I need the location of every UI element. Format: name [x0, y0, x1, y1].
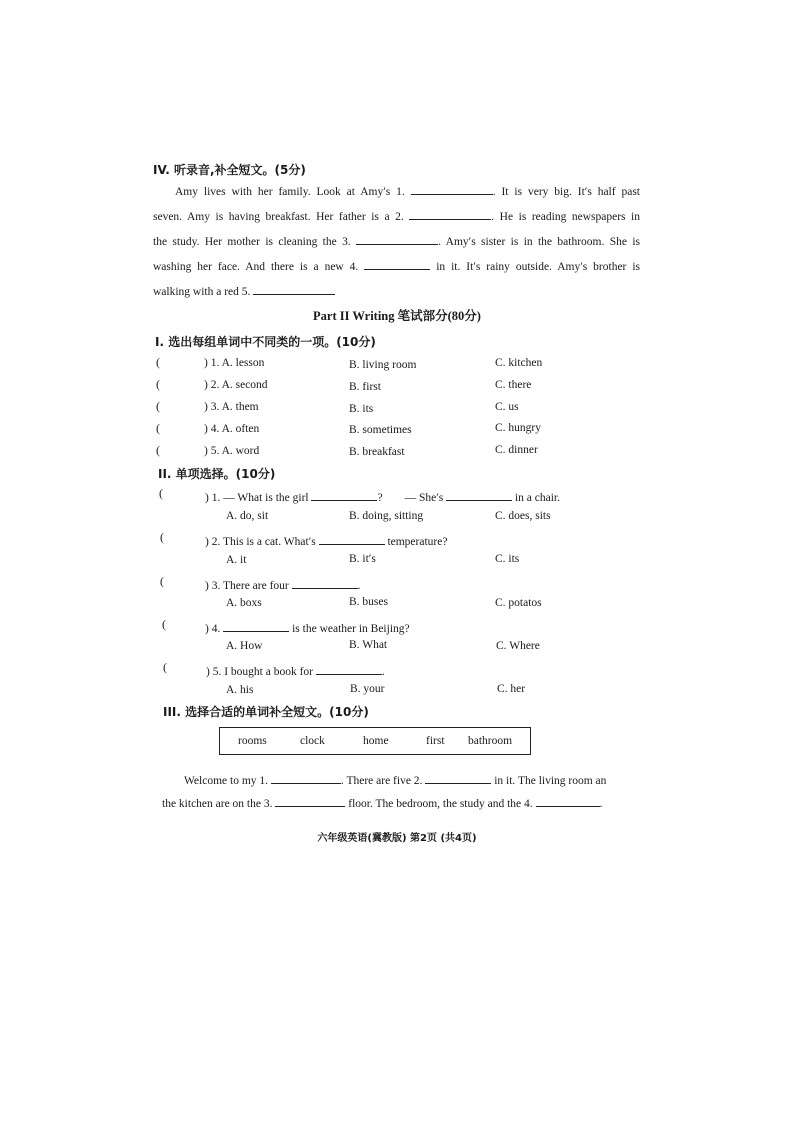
- choice-question-4: ) 4. is the weather in Beijing?: [205, 619, 410, 635]
- question-number: ) 3. A. them: [204, 401, 259, 413]
- option-b: B. it′s: [349, 553, 376, 565]
- option-b: B. buses: [349, 596, 388, 608]
- word-bank: [219, 727, 531, 755]
- option-a: A. his: [226, 684, 254, 696]
- section-4-passage: [153, 180, 640, 205]
- option-a: A. boxs: [226, 597, 262, 609]
- option-a: A. do, sit: [226, 510, 269, 522]
- answer-blank[interactable]: [311, 488, 377, 501]
- answer-blank[interactable]: [275, 794, 345, 807]
- answer-blank[interactable]: [536, 794, 600, 807]
- section-3-line-1: Welcome to my 1. . There are five 2. in it. The living room an: [184, 771, 606, 787]
- section-4-heading: IV. 听录音,补全短文。(5分): [153, 163, 306, 177]
- answer-bracket[interactable]: (: [159, 486, 163, 500]
- section-4-passage-cont: [153, 205, 640, 305]
- answer-bracket[interactable]: (: [156, 443, 160, 457]
- option-b: B. doing, sitting: [349, 510, 424, 522]
- word-bank-item: bathroom: [468, 735, 513, 747]
- option-b: B. first: [349, 381, 381, 393]
- choice-question-5: ) 5. I bought a book for .: [206, 662, 385, 678]
- option-c: C. kitchen: [495, 357, 543, 369]
- word-bank-item: first: [426, 735, 445, 747]
- question-number: ) 4. A. often: [204, 423, 260, 435]
- answer-blank[interactable]: [356, 232, 438, 245]
- option-a: A. it: [226, 554, 247, 566]
- word-bank-item: rooms: [238, 735, 267, 747]
- word-bank-item: clock: [300, 735, 325, 747]
- passage-line: Amy lives with her family. Look at Amy′s 1. . It is very big. It′s half past: [153, 180, 640, 205]
- choice-question-3: ) 3. There are four .: [205, 576, 361, 592]
- section-3-line-2: the kitchen are on the 3. floor. The bedroom, the study and the 4. .: [162, 794, 602, 810]
- option-c: C. does, sits: [495, 510, 551, 522]
- answer-blank[interactable]: [411, 182, 493, 195]
- answer-bracket[interactable]: (: [156, 421, 160, 435]
- option-c: C. dinner: [495, 444, 538, 456]
- answer-blank[interactable]: [253, 282, 335, 295]
- choice-question-1: ) 1. — What is the girl ? — She′s in a chair.: [205, 488, 560, 504]
- option-c: C. there: [495, 379, 532, 391]
- question-number: ) 1. A. lesson: [204, 357, 265, 369]
- answer-blank[interactable]: [409, 207, 491, 220]
- answer-blank[interactable]: [319, 532, 385, 545]
- answer-blank[interactable]: [271, 771, 341, 784]
- answer-bracket[interactable]: (: [156, 355, 160, 369]
- option-c: C. potatos: [495, 597, 542, 609]
- answer-bracket[interactable]: (: [163, 660, 167, 674]
- word-bank-item: home: [363, 735, 389, 747]
- option-b: B. your: [350, 683, 385, 695]
- passage-line: walking with a red 5.: [153, 280, 640, 305]
- passage-line: seven. Amy is having breakfast. Her father is a 2. . He is reading newspapers in: [153, 205, 640, 230]
- answer-blank[interactable]: [425, 771, 491, 784]
- answer-bracket[interactable]: (: [160, 574, 164, 588]
- answer-blank[interactable]: [223, 619, 289, 632]
- choice-question-2: ) 2. This is a cat. What′s temperature?: [205, 532, 447, 548]
- passage-line: the study. Her mother is cleaning the 3. . Amy′s sister is in the bathroom. She is: [153, 230, 640, 255]
- answer-bracket[interactable]: (: [156, 399, 160, 413]
- answer-blank[interactable]: [446, 488, 512, 501]
- section-2-heading: II. 单项选择。(10分): [158, 467, 276, 481]
- answer-bracket[interactable]: (: [162, 617, 166, 631]
- option-c: C. her: [497, 683, 526, 695]
- page-footer: 六年级英语(冀教版) 第2页 (共4页): [317, 833, 477, 844]
- option-b: B. sometimes: [349, 424, 412, 436]
- option-b: B. living room: [349, 359, 417, 371]
- answer-blank[interactable]: [292, 576, 358, 589]
- question-number: ) 5. A. word: [204, 445, 260, 457]
- answer-blank[interactable]: [316, 662, 382, 675]
- part-2-title: Part II Writing 笔试部分(80分): [313, 309, 481, 323]
- option-c: C. its: [495, 553, 520, 565]
- question-number: ) 2. A. second: [204, 379, 268, 391]
- option-b: B. What: [349, 639, 388, 651]
- answer-blank[interactable]: [364, 257, 430, 270]
- answer-bracket[interactable]: (: [156, 377, 160, 391]
- option-b: B. breakfast: [349, 446, 405, 458]
- section-3-heading: III. 选择合适的单词补全短文。(10分): [163, 705, 369, 719]
- answer-bracket[interactable]: (: [160, 530, 164, 544]
- option-b: B. its: [349, 403, 374, 415]
- passage-line: washing her face. And there is a new 4. in it. It′s rainy outside. Amy′s brother is: [153, 255, 640, 280]
- option-c: C. hungry: [495, 422, 541, 434]
- option-c: C. us: [495, 401, 519, 413]
- option-c: C. Where: [496, 640, 540, 652]
- option-a: A. How: [226, 640, 263, 652]
- section-1-heading: I. 选出每组单词中不同类的一项。(10分): [155, 335, 376, 349]
